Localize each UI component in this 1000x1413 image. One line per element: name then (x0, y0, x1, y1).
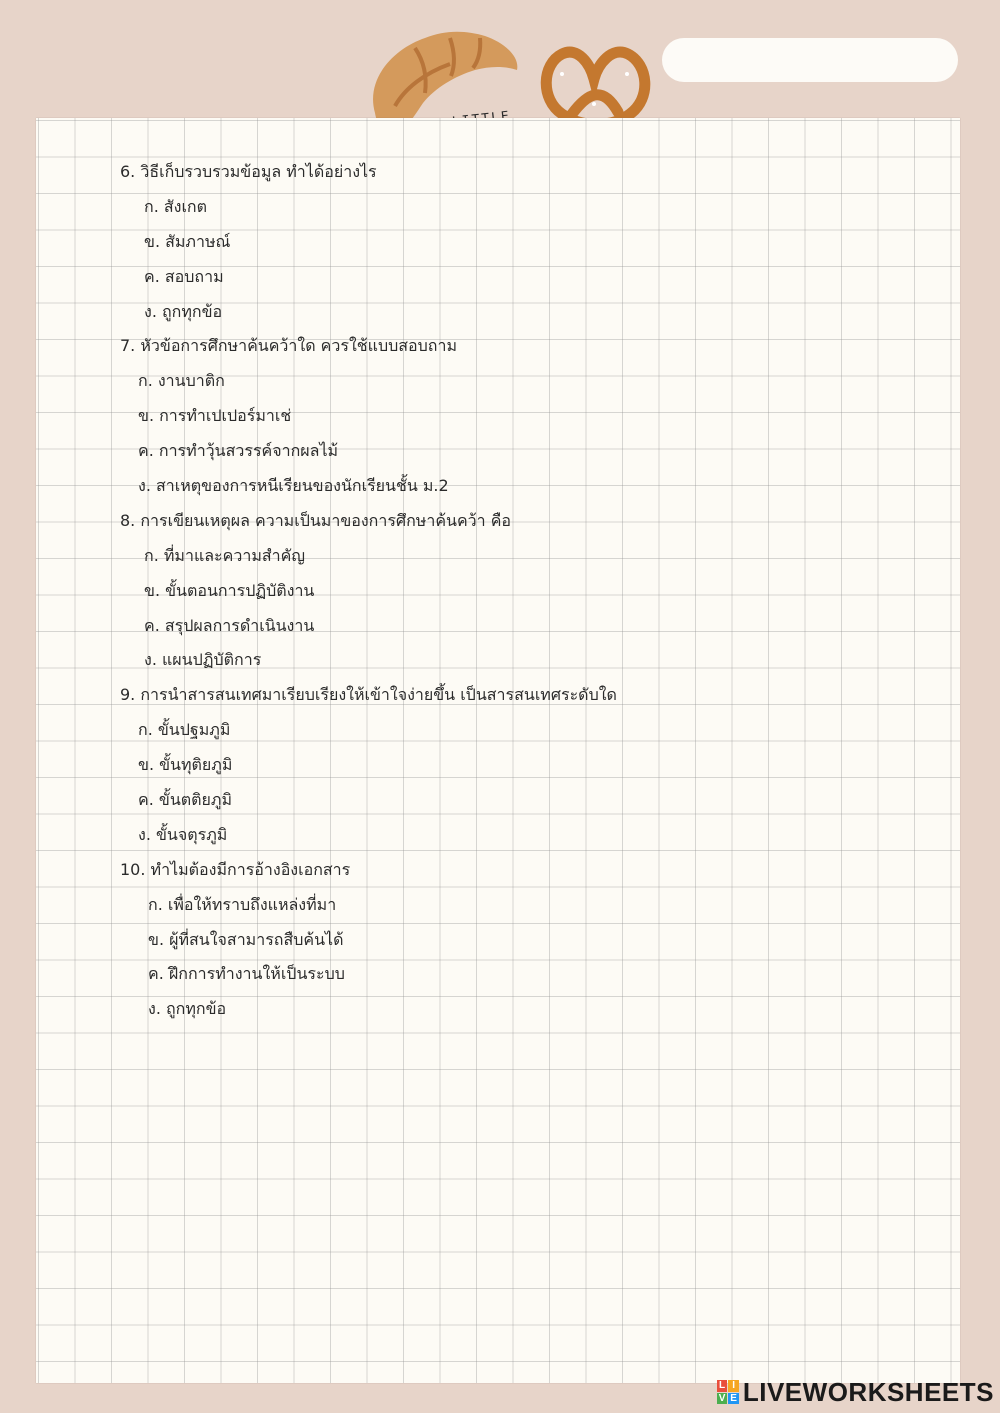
liveworksheets-logo-icon (717, 1380, 739, 1404)
question-7-option-b: ข. การทำเปเปอร์มาเช่ (138, 406, 292, 426)
liveworksheets-logo-text: LIVEWORKSHEETS (742, 1376, 994, 1407)
question-7-option-c: ค. การทำวุ้นสวรรค์จากผลไม้ (138, 441, 339, 461)
question-10-option-d: ง. ถูกทุกข้อ (148, 999, 227, 1019)
logo-mark-e: E (730, 1392, 737, 1404)
quiz-content (120, 158, 940, 1030)
pretzel-icon (532, 24, 658, 132)
question-6-option-a: ก. สังเกต (144, 196, 207, 216)
question-8-option-d: ง. แผนปฏิบัติการ (144, 650, 262, 670)
question-9: 9. การนำสารสนเทศมาเรียบเรียงให้เข้าใจง่ายขึ้น เป็นสารสนเทศระดับใด (120, 685, 617, 705)
question-7: 7. หัวข้อการศึกษาค้นคว้าใด ควรใช้แบบสอบถาม (120, 336, 457, 356)
question-6-option-c: ค. สอบถาม (144, 266, 224, 286)
question-6-option-b: ข. สัมภาษณ์ (144, 231, 231, 251)
question-6-option-d: ง. ถูกทุกข้อ (144, 301, 223, 321)
question-6: 6. วิธีเก็บรวบรวมข้อมูล ทำได้อย่างไร (120, 162, 377, 181)
liveworksheets-logo[interactable] (717, 1377, 994, 1407)
logo-mark-v: V (718, 1392, 726, 1404)
question-10-option-a: ก. เพื่อให้ทราบถึงแหล่งที่มา (148, 894, 337, 914)
question-9-option-a: ก. ขั้นปฐมภูมิ (138, 720, 231, 740)
logo-mark-l: L (717, 1380, 728, 1392)
question-8-option-b: ข. ขั้นตอนการปฏิบัติงาน (144, 580, 315, 600)
label-tag-bar (662, 38, 958, 82)
question-8-option-c: ค. สรุปผลการดำเนินงาน (144, 615, 315, 635)
question-8: 8. การเขียนเหตุผล ความเป็นมาของการศึกษาค้นคว้า คือ (120, 510, 512, 530)
logo-mark-i: I (728, 1380, 739, 1392)
question-8-option-a: ก. ที่มาและความสำคัญ (144, 545, 305, 565)
question-10: 10. ทำไมต้องมีการอ้างอิงเอกสาร (120, 859, 351, 879)
question-10-option-c: ค. ฝึกการทำงานให้เป็นระบบ (148, 964, 345, 984)
question-9-option-c: ค. ขั้นตติยภูมิ (138, 790, 232, 810)
question-7-option-a: ก. งานบาติก (138, 371, 225, 391)
question-10-option-b: ข. ผู้ที่สนใจสามารถสืบค้นได้ (148, 929, 344, 949)
question-7-option-d: ง. สาเหตุของการหนีเรียนของนักเรียนชั้น ม.2 (138, 476, 449, 496)
question-9-option-b: ข. ขั้นทุติยภูมิ (138, 755, 233, 775)
question-9-option-d: ง. ขั้นจตุรภูมิ (138, 824, 228, 844)
